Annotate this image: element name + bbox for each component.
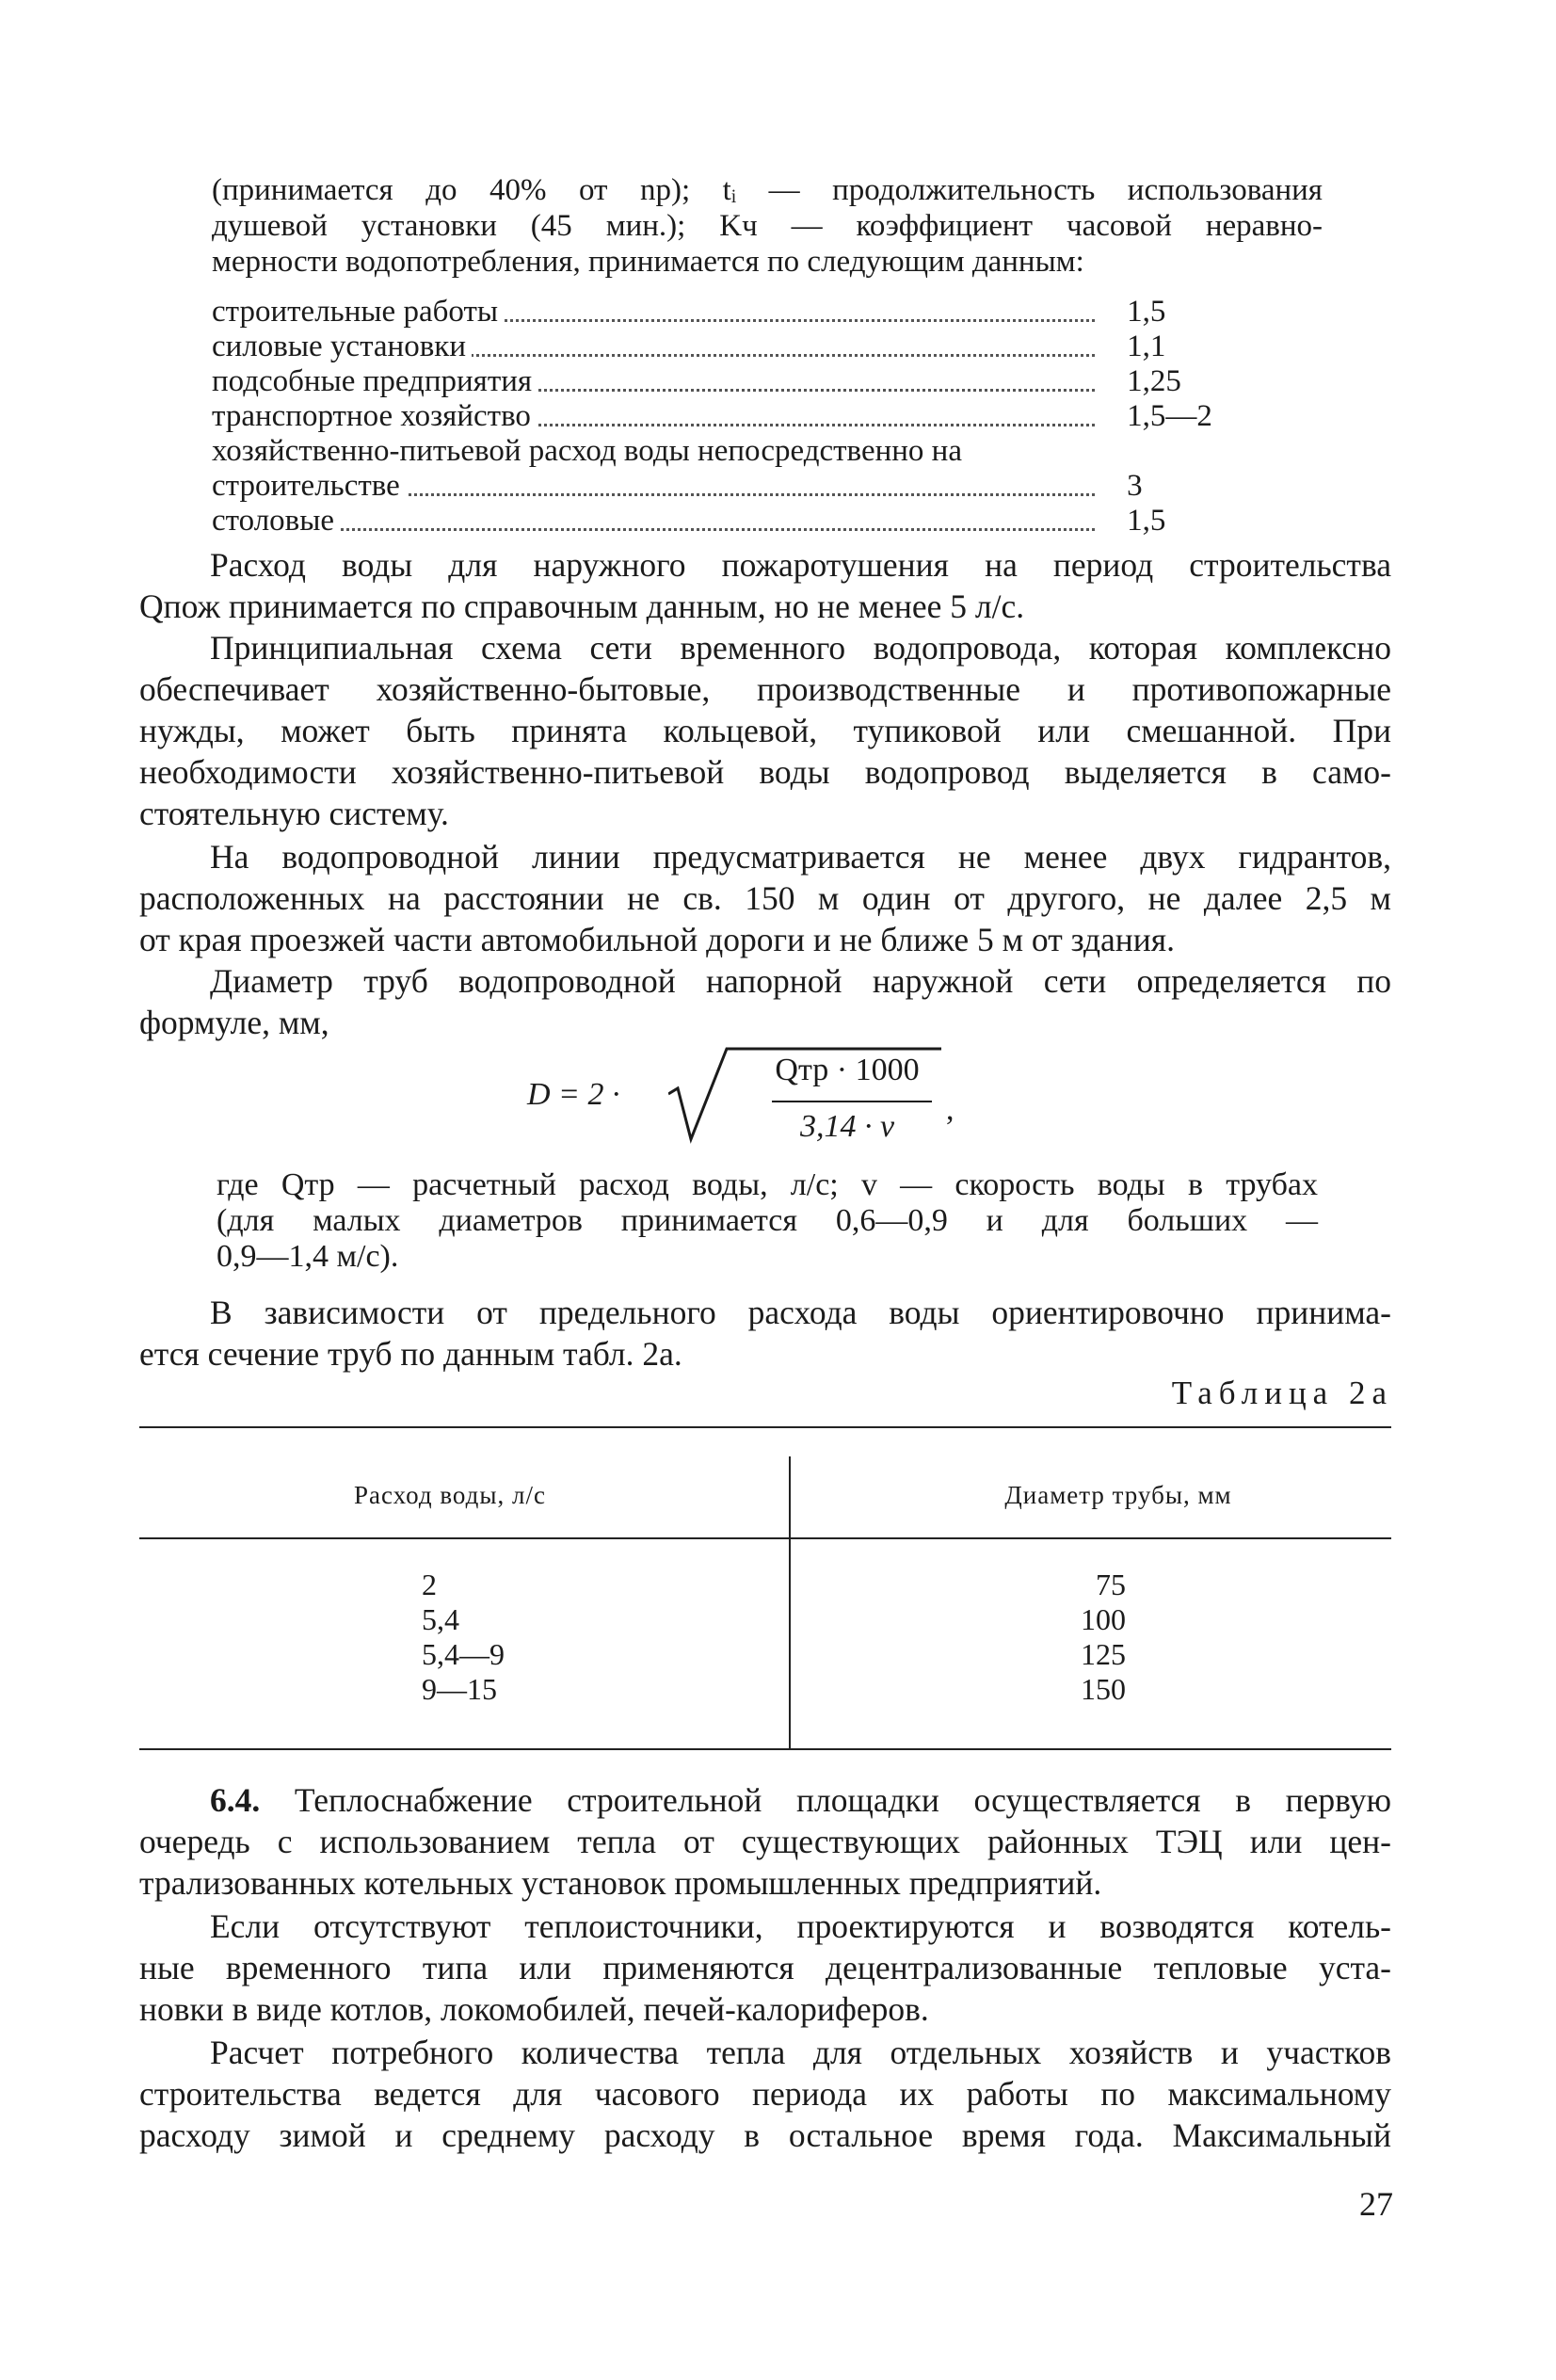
table-rule-bottom bbox=[139, 1748, 1391, 1750]
item-value: 1,1 bbox=[1127, 330, 1166, 363]
intro-paragraph bbox=[212, 172, 1323, 280]
table-header-diameter: Диаметр трубы, мм bbox=[1004, 1481, 1232, 1509]
item-value: 1,5—2 bbox=[1127, 399, 1212, 433]
paragraph-no-sources bbox=[139, 1906, 1391, 2030]
text-line: трализованных котельных установок промышленных предприятий. bbox=[139, 1864, 1102, 1902]
table-rule-header bbox=[139, 1537, 1391, 1539]
table-cell: 9—15 bbox=[422, 1672, 497, 1706]
list-item bbox=[212, 469, 1285, 504]
text-line: Расчет потребного количества тепла для отдельных хозяйств и участков bbox=[210, 2034, 1391, 2071]
text-line: (для малых диаметров принимается 0,6—0,9 и для больших — bbox=[217, 1203, 1318, 1238]
item-name: силовые установки bbox=[212, 330, 472, 363]
item-name: подсобные предприятия bbox=[212, 364, 537, 398]
formula bbox=[527, 1045, 1017, 1158]
text-line: новки в виде котлов, локомобилей, печей-калориферов. bbox=[139, 1990, 929, 2028]
table-column-divider bbox=[789, 1456, 791, 1748]
item-name: строительстве bbox=[212, 469, 406, 503]
text-line: стоятельную систему. bbox=[139, 795, 449, 832]
text-line: На водопроводной линии предусматривается не менее двух гидрантов, bbox=[210, 838, 1391, 876]
table-cell: 2 bbox=[422, 1568, 437, 1601]
text-line: В зависимости от предельного расхода воды ориентировочно принима- bbox=[210, 1294, 1391, 1331]
text-line: Принципиальная схема сети временного водопровода, которая комплексно bbox=[210, 629, 1391, 667]
text-line: необходимости хозяйственно-питьевой воды водопровод выделяется в само- bbox=[139, 753, 1391, 791]
text-line: формуле, мм, bbox=[139, 1004, 329, 1041]
text-line: (принимается до 40% от nр); tᵢ — продолжительность использования bbox=[212, 173, 1323, 207]
paragraph-heat-supply bbox=[139, 1779, 1391, 1904]
paragraph-diameter bbox=[139, 960, 1391, 1043]
text-line: очередь с использованием тепла от существующих районных ТЭЦ или цен- bbox=[139, 1823, 1391, 1860]
table-cell: 5,4 bbox=[422, 1602, 459, 1636]
paragraph-heat-calc bbox=[139, 2032, 1391, 2156]
text-line bbox=[139, 1779, 1391, 1821]
item-value: 1,5 bbox=[1127, 504, 1166, 538]
item-name: столовые bbox=[212, 504, 340, 538]
text-line: Диаметр труб водопроводной напорной наружной сети определяется по bbox=[210, 962, 1391, 1000]
text-line: мерности водопотребления, принимается по следующим данным: bbox=[212, 245, 1084, 279]
text-line: душевой установки (45 мин.); Kч — коэффициент часовой неравно- bbox=[212, 209, 1323, 243]
text-line: расположенных на расстоянии не св. 150 м один от другого, не далее 2,5 м bbox=[139, 879, 1391, 917]
table-cell: 5,4—9 bbox=[422, 1637, 505, 1671]
formula-denominator: 3,14 · v bbox=[799, 1109, 895, 1144]
formula-numerator: Qтр · 1000 bbox=[775, 1053, 920, 1087]
formula-legend bbox=[217, 1167, 1318, 1275]
list-item bbox=[212, 364, 1285, 399]
text-line: строительства ведется для часового периода их работы по максимальному bbox=[139, 2075, 1391, 2113]
table-rule-top bbox=[139, 1426, 1391, 1428]
text-line: от края проезжей части автомобильной дороги и не ближе 5 м от здания. bbox=[139, 921, 1175, 958]
section-number: 6.4. bbox=[210, 1781, 261, 1819]
text-line: 0,9—1,4 м/с). bbox=[217, 1239, 399, 1274]
item-value: 1,5 bbox=[1127, 295, 1166, 329]
list-item bbox=[212, 399, 1285, 434]
list-item bbox=[212, 504, 1285, 539]
text-line: обеспечивает хозяйственно-бытовые, производственные и противопожарные bbox=[139, 670, 1391, 708]
section-first-line: Теплоснабжение строительной площадки осуществляется в первую bbox=[294, 1781, 1391, 1819]
table-cell: 150 bbox=[1081, 1672, 1126, 1706]
data-table bbox=[139, 1426, 1391, 1751]
table-column-diameter bbox=[1060, 1568, 1126, 1707]
table-header-flow: Расход воды, л/с bbox=[354, 1481, 546, 1509]
table-caption: Таблица 2а bbox=[1171, 1375, 1393, 1411]
table-column-flow bbox=[422, 1568, 505, 1707]
coefficient-list bbox=[212, 295, 1285, 539]
list-item bbox=[212, 330, 1285, 364]
paragraph-hydrants bbox=[139, 836, 1391, 960]
paragraph-fire bbox=[139, 544, 1391, 627]
list-item bbox=[212, 295, 1285, 330]
table-cell: 125 bbox=[1081, 1637, 1126, 1671]
text-line: где Qтр — расчетный расход воды, л/с; v — скорость воды в трубах bbox=[217, 1167, 1318, 1202]
text-line: ется сечение труб по данным табл. 2а. bbox=[139, 1335, 682, 1373]
text-line: Если отсутствуют теплоисточники, проектируются и возводятся котель- bbox=[210, 1907, 1391, 1945]
text-line: Расход воды для наружного пожаротушения на период строительства bbox=[210, 546, 1391, 584]
page-number: 27 bbox=[1359, 2185, 1393, 2223]
item-value: 3 bbox=[1127, 469, 1143, 503]
text-line: ные временного типа или применяются децентрализованные тепловые уста- bbox=[139, 1949, 1391, 1986]
formula-lhs: D = 2 · bbox=[527, 1077, 620, 1112]
text-line: Qпож принимается по справочным данным, но не менее 5 л/с. bbox=[139, 587, 1025, 625]
item-name-prefix: хозяйственно-питьевой расход воды непосредственно на bbox=[212, 434, 962, 468]
item-name: строительные работы bbox=[212, 295, 504, 329]
paragraph-dependence bbox=[139, 1292, 1391, 1375]
list-item-prefix bbox=[212, 434, 1285, 469]
text-line: нужды, может быть принята кольцевой, тупиковой или смешанной. При bbox=[139, 712, 1391, 749]
table-cell: 100 bbox=[1081, 1602, 1126, 1636]
item-value: 1,25 bbox=[1127, 364, 1181, 398]
text-line: расходу зимой и среднему расходу в остальное время года. Максимальный bbox=[139, 2116, 1391, 2154]
table-cell: 75 bbox=[1096, 1568, 1126, 1601]
formula-comma: , bbox=[946, 1092, 954, 1127]
item-name: транспортное хозяйство bbox=[212, 399, 537, 433]
paragraph-scheme bbox=[139, 627, 1391, 834]
